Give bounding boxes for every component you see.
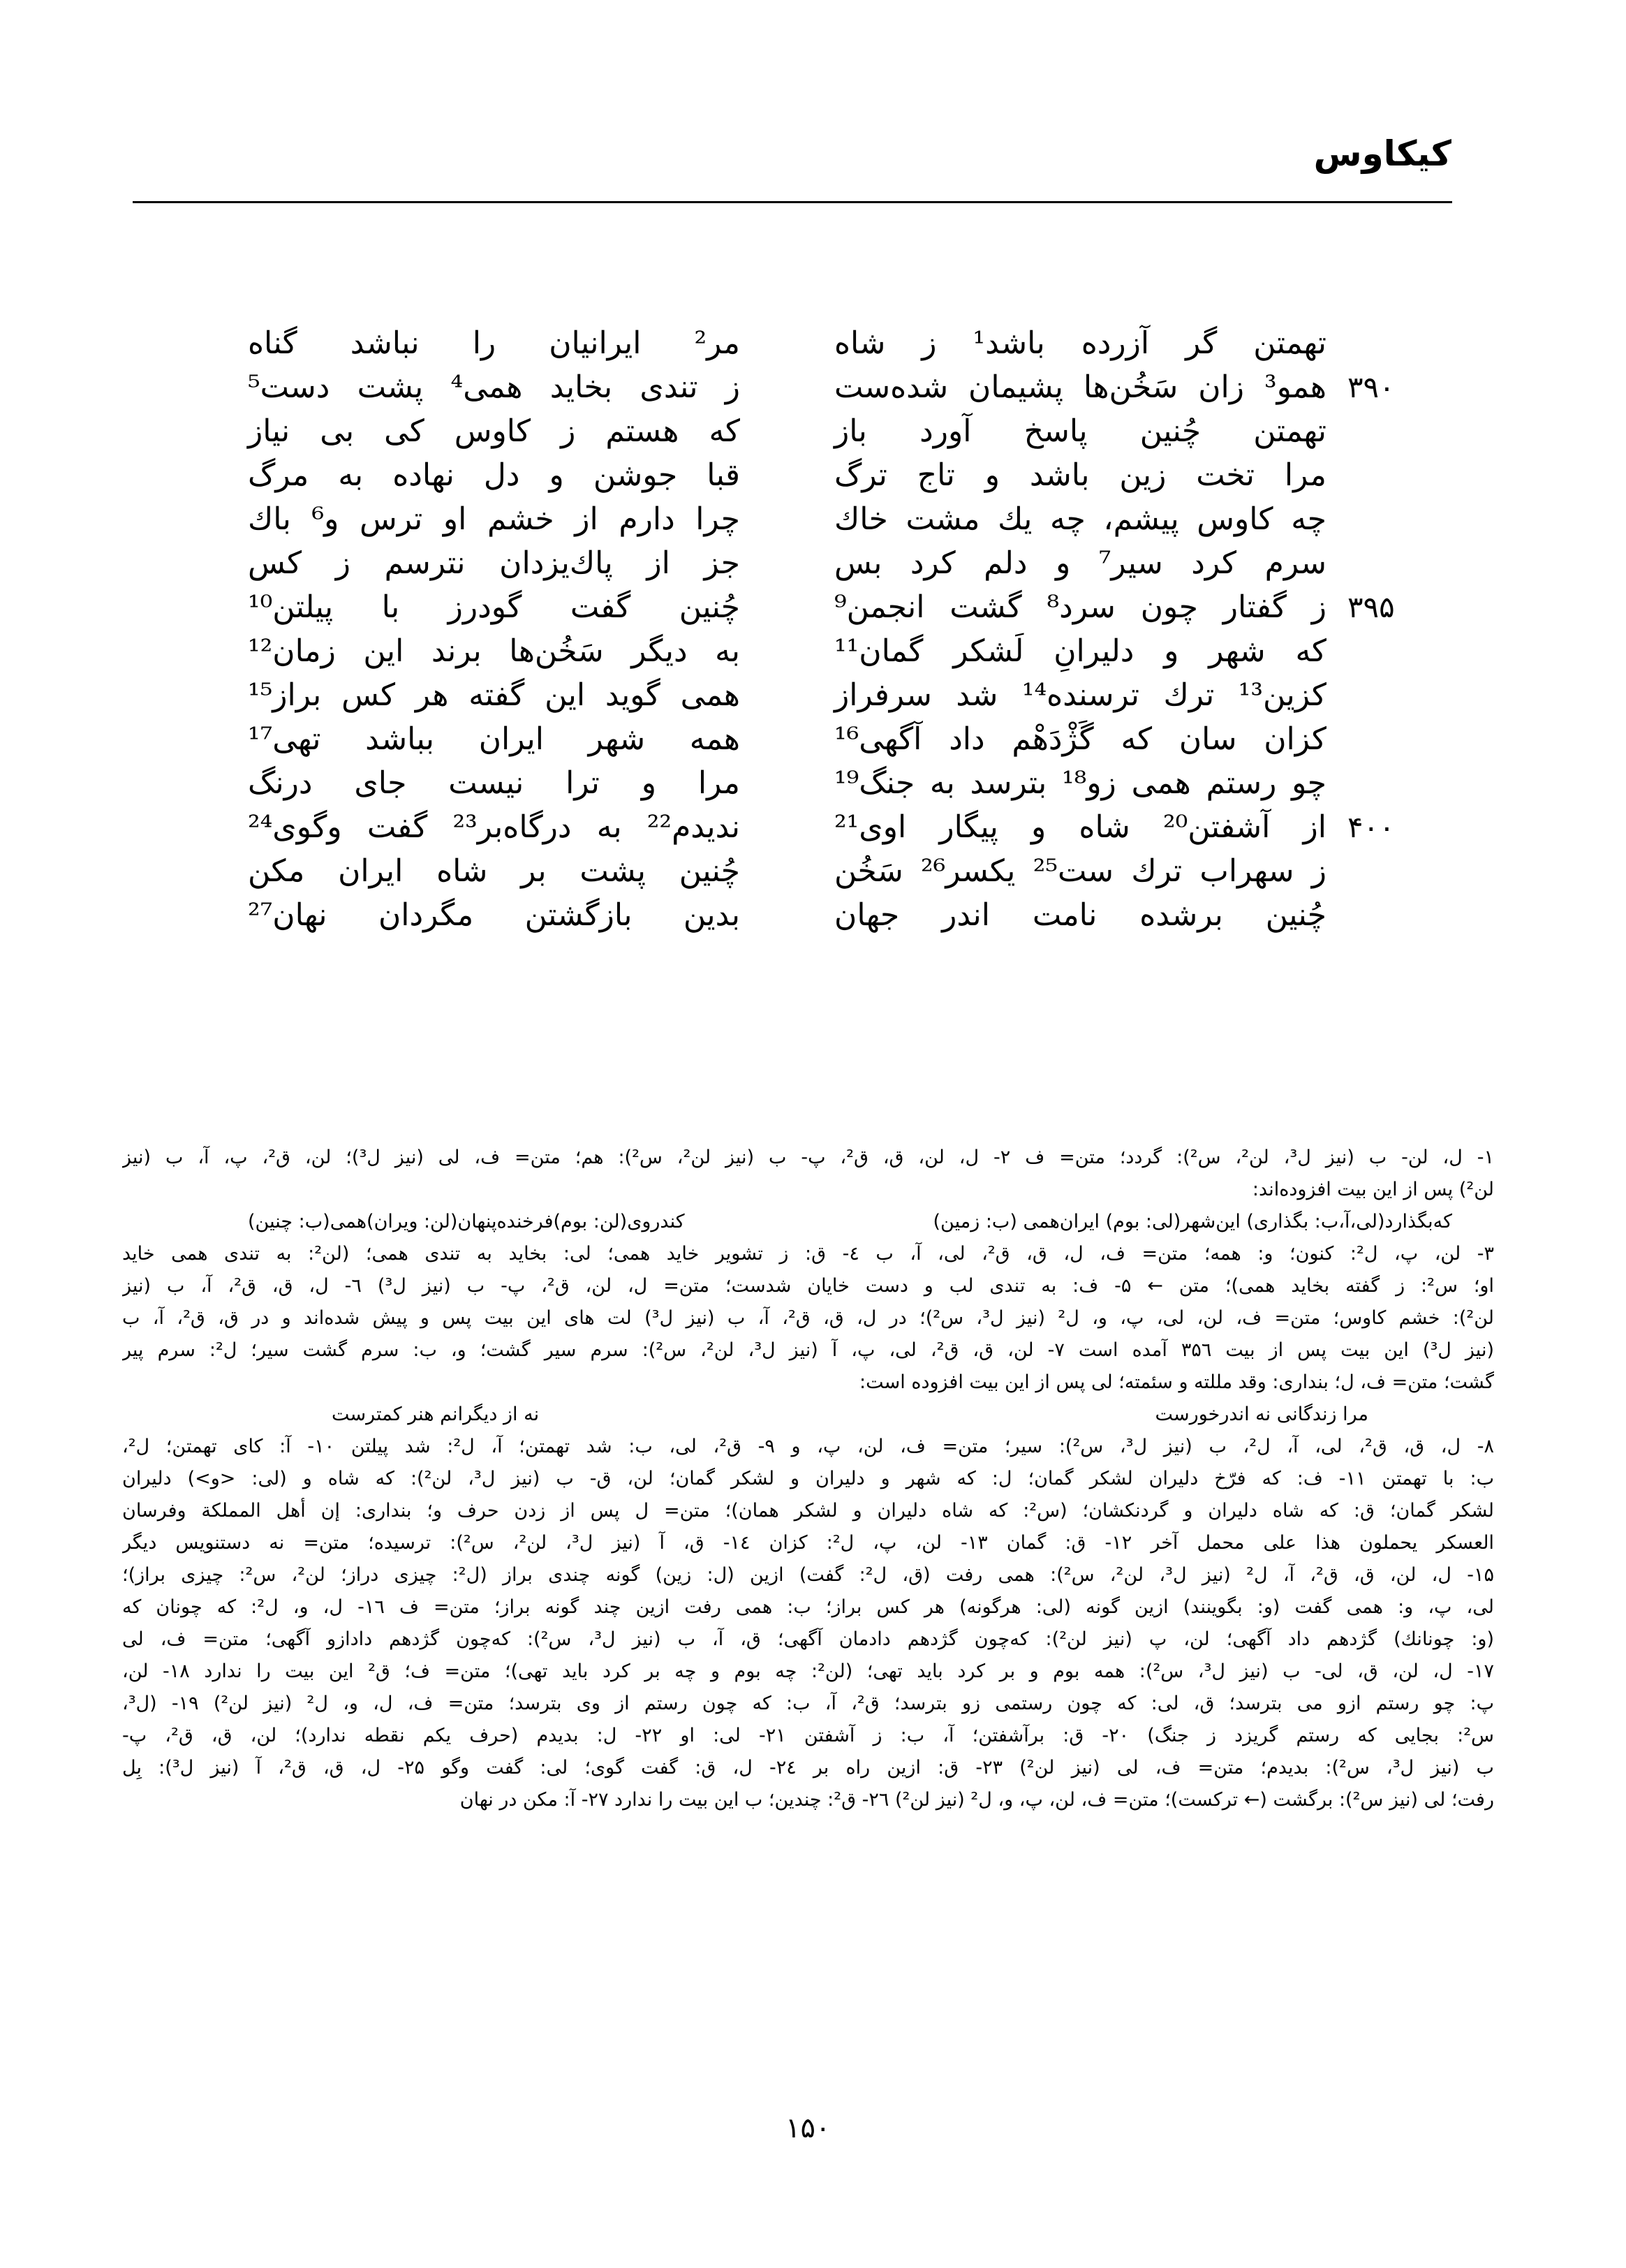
footnote-line: ۳- لن، پ، ل²: کنون؛ و: همه؛ متن= ف، ل، ق، ق²، لی، آ، ب ٤- ق: ز تشویر خاید همی؛ لی: بخاید به تندی همی؛ (لن²: به تندی همی خاید: [122, 1243, 1494, 1265]
hemistich-first: چو رستم همی زو¹⁸ بترسد به جنگ¹⁹: [834, 765, 1327, 801]
page-header-title: کیکاوس: [1313, 133, 1451, 174]
hemistich-first: ز گفتار چون سرد⁸ گشت انجمن⁹: [834, 589, 1327, 625]
hemistich-first: کزان سان که گَژْدَهْم داد آگهی¹⁶: [834, 721, 1326, 757]
verse-number: ۳۹۰: [1347, 370, 1395, 404]
verse-row: [237, 763, 1424, 807]
footnote-line: (و: چونانك) گژدهم داد آگهی؛ لن، پ (نیز لن²): که‌چون گژدهم دادمان آگهی؛ ق، آ، ب (نیز ل³، س²): که‌چون گژدهم دادازو آگهی؛ متن= ف، لی: [122, 1628, 1494, 1650]
verse-row: [237, 543, 1424, 587]
hemistich-second: همه شهر ایران بباشد تهی¹⁷: [248, 721, 740, 757]
verse-row: [237, 631, 1424, 675]
verse-row: [237, 411, 1424, 455]
footnote-line: ۱۵- ل، لن، ق، ق²، آ، ل² (نیز ل³، لن²، س²): همی رفت (ق، ل²: گفت) ازین (ل: زین) گونه چندی براز (ل²: چیزی دراز؛ لن²، س²: چیزی براز)؛: [122, 1564, 1494, 1586]
hemistich-first: تهمتن چُنین پاسخ آورد باز: [834, 413, 1326, 449]
footnote-line: رفت؛ لی (نیز س²): برگشت (← ترکست)؛ متن= ف، لن، پ، و، ل² (نیز لن²) ۲٦- ق²: چندین؛ ب این بیت را ندارد ۲۷- آ: مکن در نهان: [459, 1789, 1494, 1811]
verse-section: [237, 323, 1424, 938]
hemistich-first: سرم کرد سیر⁷ و دلم کرد بس: [834, 545, 1326, 581]
hemistich-first: مرا تخت زین باشد و تاج ترگ: [834, 457, 1326, 493]
hemistich-first: از آشفتن²⁰ شاه و پیگار اوی²¹: [834, 809, 1326, 845]
hemistich-first: کزین¹³ ترك ترسنده¹⁴ شد سرفراز: [834, 677, 1326, 713]
footnote-line: ۱۷- ل، لن، ق، لی- ب (نیز ل³، س²): همه بوم و بر کرد باید تهی؛ (لن²: چه بوم و چه بر کرد باید تهی)؛ متن= ف؛ ق² این بیت را ندارد ۱۸- لن،: [122, 1660, 1494, 1682]
footnote-hemistich: مرا زندگانی نه اندرخورست: [1155, 1404, 1368, 1425]
footnotes: [122, 1142, 1494, 1816]
hemistich-second: بدین بازگشتن مگردان نهان²⁷: [248, 897, 740, 933]
verse-row: [237, 894, 1424, 938]
hemistich-second: مر² ایرانیان را نباشد گناه: [248, 325, 740, 361]
hemistich-second: همی گوید این گفته هر کس براز¹⁵: [248, 677, 740, 713]
footnote-line: گشت؛ متن= ف، ل؛ بنداری: وقد مللته و سئمته؛ لی پس از این بیت افزوده است:: [859, 1371, 1494, 1393]
page-number: ۱۵۰: [785, 2112, 831, 2144]
hemistich-second: ندیدم²² به درگاه‌بر²³ گفت وگوی²⁴: [248, 809, 740, 845]
footnote-hemistich: نه از دیگرانم هنر کمترست: [332, 1404, 540, 1425]
footnote-hemistich: کندروی(لن: بوم)فرخنده‌پنهان(لن: ویران)همی(ب: چنین): [248, 1211, 685, 1232]
hemistich-first: تهمتن گر آزرده باشد¹ ز شاه: [834, 325, 1327, 361]
footnote-line: او؛ س²: ز گفته بخاید همی)؛ متن ← ۵- ف: به تندی لب و دست خایان شدست؛ متن= ل، لن، ق²، پ- ب (نیز ل³) ٦- ل، ق، ق²، آ، ب (نیز: [122, 1275, 1494, 1297]
footnote-line: العسکر یحملون هذا علی محمل آخر ۱۲- ق: گمان ۱۳- لن، پ، ل²: کزان ١٤- ق، آ (نیز ل³، لن²، س²): ترسیده؛ متن= نه دستنویس دیگر: [122, 1532, 1494, 1554]
hemistich-first: که شهر و دلیرانِ لَشکر گمان¹¹: [834, 633, 1326, 669]
hemistich-second: چُنین پشت بر شاه ایران مکن: [248, 853, 740, 889]
hemistich-second: قبا جوشن و دل نهاده به مرگ: [248, 457, 740, 493]
footnote-hemistich: که‌بگذارد(لی،آ،ب: بگذاری) این‌شهر(لی: بوم) ایران‌همی (ب: زمین): [933, 1211, 1452, 1232]
verse-number: ۴۰۰: [1347, 810, 1395, 844]
hemistich-second: چرا دارم از خشم او ترس و⁶ باك: [248, 501, 740, 537]
hemistich-first: چُنین برشده نامت اندر جهان: [834, 897, 1326, 933]
footnote-line: ب (نیز ل³، س²): بدیدم؛ متن= ف، لی (نیز لن²) ۲۳- ق: ازین راه بر ۲٤- ل، ق: گفت گوی؛ لی: گفت وگو ۲۵- ل، ق، ق²، آ (نیز ل³): بِل: [122, 1757, 1494, 1779]
verse-row: [237, 455, 1424, 499]
footnote-added-verse: [122, 1399, 1494, 1431]
verse-row: [237, 323, 1424, 367]
hemistich-second: مرا و ترا نیست جای درنگ: [248, 765, 740, 801]
verse-row: [237, 367, 1424, 411]
footnote-line: س²: بجایی که رستم گریزد ز جنگ) ۲۰- ق: برآشفتن؛ آ، ب: ز آشفتن ۲۱- لی: او ۲۲- ل: بدیدم (حرف یکم نقطه ندارد)؛ لن، ق، ق²، پ-: [122, 1725, 1494, 1746]
footnote-line: لی، پ، و: همی گفت (و: بگوینند) ازین گونه (لی: هرگونه) هر کس براز؛ ب: همی رفت ازین چند گونه براز؛ متن= ف ۱٦- ل، و، ل²: که چونان که: [122, 1596, 1494, 1618]
footnote-line: لن²): خشم کاوس؛ متن= ف، لن، لی، پ، و، ل² (نیز ل³، س²)؛ در ل، ق، ق²، آ، ب (نیز ل³) لت های این بیت پس و پیش شده‌اند و در ق، ق²، آ، ب: [122, 1307, 1494, 1329]
footnote-line: (نیز ل³) این بیت پس از بیت ۳۵٦ آمده است ۷- لن، ق، ق²، لی، پ، آ (نیز ل³، لن²، س²): سرم سیر گشت؛ و، ب: سرم گشت سیر؛ ل²: سرم پیر: [122, 1339, 1494, 1361]
hemistich-first: چه کاوس پیشم، چه یك مشت خاك: [834, 501, 1326, 537]
verse-row: [237, 807, 1424, 850]
footnote-line: پ: چو رستم ازو می بترسد؛ ق، لی: که چون رستمی زو بترسد؛ ق²، آ، ب: که چون رستم از وی بترسد؛ متن= ف، ل، و، ل² (نیز لن²) ۱۹- (ل³،: [122, 1693, 1494, 1714]
footnote-added-verse: [122, 1206, 1494, 1238]
verse-number: ۳۹۵: [1347, 590, 1395, 624]
footnote-line: ب: با تهمتن ۱۱- ف: که فرّخ دلیران لشکر گمان؛ ل: که شهر و دلیران و لشکر گمان؛ لن، ق- ب (نیز ل³، لن²): که شاه و (لی: <و>) دلیران: [122, 1468, 1494, 1489]
hemistich-second: ز تندی بخاید همی⁴ پشت دست⁵: [248, 369, 740, 405]
hemistich-second: جز از پاك‌یزدان نترسم ز کس: [248, 545, 740, 581]
verse-row: [237, 850, 1424, 894]
hemistich-second: که هستم ز کاوس کی بی نیاز: [248, 413, 740, 449]
footnote-line: ۸- ل، ق، ق²، لی، آ، ل²، ب (نیز ل³، س²): سیر؛ متن= ف، لن، پ، و ۹- ق²، لی، ب: شد تهمتن؛ آ، ل²: شد پیلتن ۱۰- آ: کای تهمتن؛ ل²،: [122, 1436, 1494, 1457]
hemistich-second: به دیگر سَخُن‌ها برند این زمان¹²: [248, 633, 740, 669]
footnote-line: لشکر گمان؛ ق: که شاه دلیران و گردنکشان؛ (س²: که شاه دلیران و لشکر همان)؛ متن= ل پس از زدن حرف و؛ بنداری: إن أهل المملکة وفرسان: [122, 1500, 1494, 1522]
verse-row: [237, 719, 1424, 763]
hemistich-second: چُنین گفت گودرز با پیلتن¹⁰: [248, 589, 740, 625]
verse-row: [237, 499, 1424, 543]
footnote-line: لن²) پس از این بیت افزوده‌اند:: [1252, 1179, 1494, 1200]
header-rule: [133, 201, 1452, 203]
hemistich-first: ز سهراب ترك ست²⁵ یکسر²⁶ سَخُن: [834, 853, 1326, 889]
hemistich-first: همو³ زان سَخُن‌ها پشیمان شده‌ست: [834, 369, 1326, 405]
footnote-line: ۱- ل، لن- ب (نیز ل³، لن²، س²): گردد؛ متن= ف ۲- ل، لن، ق، ق²، پ- ب (نیز لن²، س²): هم؛ متن= ف، لی (نیز ل³)؛ لن، ق²، پ، آ، ب (نیز: [122, 1147, 1494, 1168]
verse-row: [237, 675, 1424, 719]
verse-row: [237, 587, 1424, 631]
